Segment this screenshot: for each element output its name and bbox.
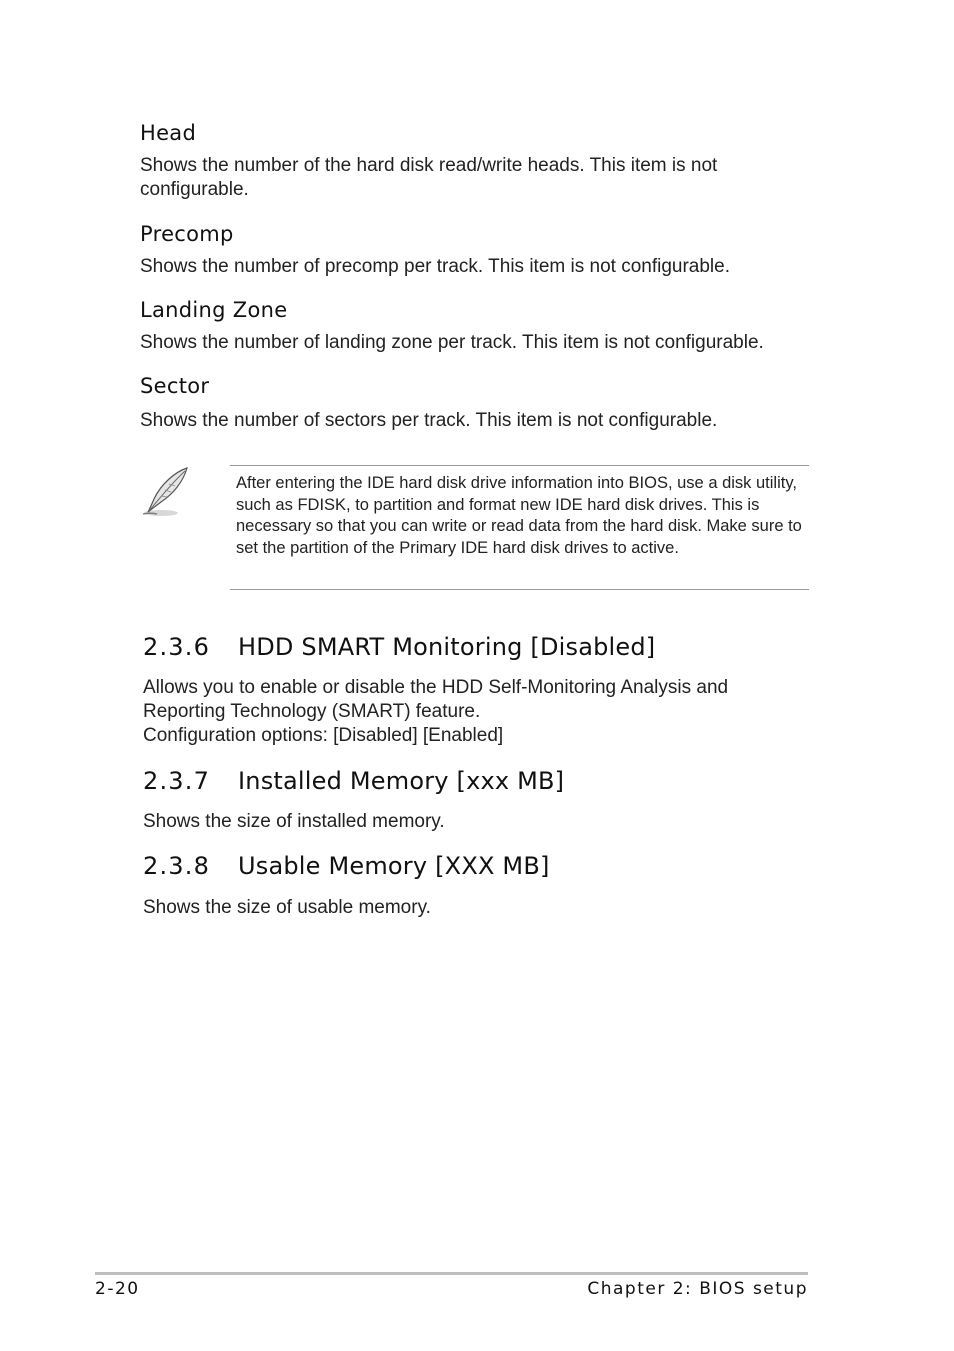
item-heading-sector: Sector: [140, 374, 210, 398]
section-title-installed-memory: [143, 767, 564, 795]
feather-pen-icon: [139, 464, 195, 520]
item-text-landing-zone: Shows the number of landing zone per track. This item is not configurable.: [140, 332, 764, 353]
section-number: 2.3.7: [143, 767, 211, 795]
section-body-hdd-smart: [143, 676, 823, 748]
section-number: 2.3.6: [143, 633, 211, 661]
item-heading-landing-zone: Landing Zone: [140, 298, 288, 322]
section-title-text: HDD SMART Monitoring [Disabled]: [238, 633, 656, 661]
section-body-installed-memory: [143, 810, 823, 834]
section-line: Configuration options: [Disabled] [Enabled]: [143, 725, 504, 746]
section-line: Reporting Technology (SMART) feature.: [143, 701, 481, 722]
section-line: Allows you to enable or disable the HDD Self-Monitoring Analysis and: [143, 677, 729, 698]
section-line: Shows the size of installed memory.: [143, 811, 445, 832]
footer-page-number: 2-20: [95, 1279, 140, 1299]
note-top-rule: [230, 465, 809, 466]
section-body-usable-memory: [143, 896, 823, 920]
item-text-sector: Shows the number of sectors per track. This item is not configurable.: [140, 410, 718, 431]
note-text: After entering the IDE hard disk drive information into BIOS, use a disk utility, such as FDISK, to partition and format new IDE hard disk drives. This is necessary so that you can write or read data from the hard disk. Make sure to set the partition of the Primary IDE hard disk drives to active.: [236, 474, 802, 557]
section-title-hdd-smart: [143, 633, 655, 661]
item-heading-head: Head: [140, 121, 197, 145]
section-number: 2.3.8: [143, 852, 211, 880]
footer-rule: [95, 1272, 808, 1275]
section-line: Shows the size of usable memory.: [143, 897, 431, 918]
section-title-usable-memory: [143, 852, 550, 880]
footer-chapter: Chapter 2: BIOS setup: [587, 1279, 808, 1299]
item-heading-precomp: Precomp: [140, 222, 234, 246]
section-title-text: Usable Memory [XXX MB]: [238, 852, 550, 880]
item-text-precomp: Shows the number of precomp per track. This item is not configurable.: [140, 256, 730, 277]
note-bottom-rule: [230, 589, 809, 590]
item-text-head: Shows the number of the hard disk read/write heads. This item is not configurable.: [140, 155, 718, 200]
section-title-text: Installed Memory [xxx MB]: [238, 767, 565, 795]
